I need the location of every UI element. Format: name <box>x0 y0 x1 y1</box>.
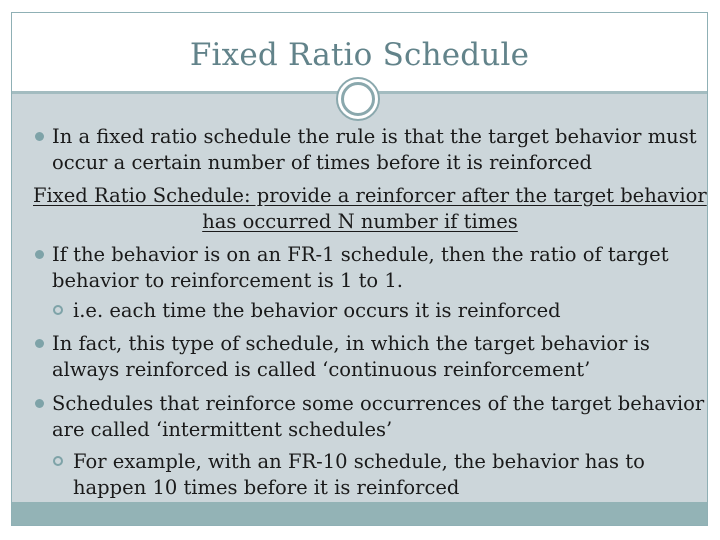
slide-title: Fixed Ratio Schedule <box>189 37 530 73</box>
sub-bullet-text: i.e. each time the behavior occurs it is reinforced <box>73 299 561 322</box>
bullet-text: Schedules that reinforce some occurrences of the target behavior <box>52 392 705 415</box>
bullet-text: If the behavior is on an FR-1 schedule, then the ratio of target <box>52 243 669 266</box>
sub-bullet-icon <box>53 456 63 466</box>
bullet-icon <box>35 339 44 348</box>
ring-ornament-icon <box>336 77 380 121</box>
ring-inner-icon <box>341 82 375 116</box>
bullet-icon <box>35 250 44 259</box>
footer-bar <box>12 502 707 525</box>
bullet-text: In fact, this type of schedule, in which the target behavior is <box>52 332 650 355</box>
bullet-icon <box>35 399 44 408</box>
sub-bullet-text: happen 10 times before it is reinforced <box>73 476 460 499</box>
bullet-text: behavior to reinforcement is 1 to 1. <box>52 269 403 292</box>
definition-text: Fixed Ratio Schedule: provide a reinforcer after the target behavior <box>33 184 707 207</box>
bullet-text: occur a certain number of times before it is reinforced <box>52 151 592 174</box>
bullet-text: In a fixed ratio schedule the rule is that the target behavior must <box>52 125 697 148</box>
bullet-text: are called ‘intermittent schedules’ <box>52 418 393 441</box>
bullet-text: always reinforced is called ‘continuous reinforcement’ <box>52 358 591 381</box>
bullet-icon <box>35 132 44 141</box>
sub-bullet-icon <box>53 305 63 315</box>
sub-bullet-text: For example, with an FR-10 schedule, the behavior has to <box>73 450 645 473</box>
definition-text: has occurred N number if times <box>202 210 518 233</box>
